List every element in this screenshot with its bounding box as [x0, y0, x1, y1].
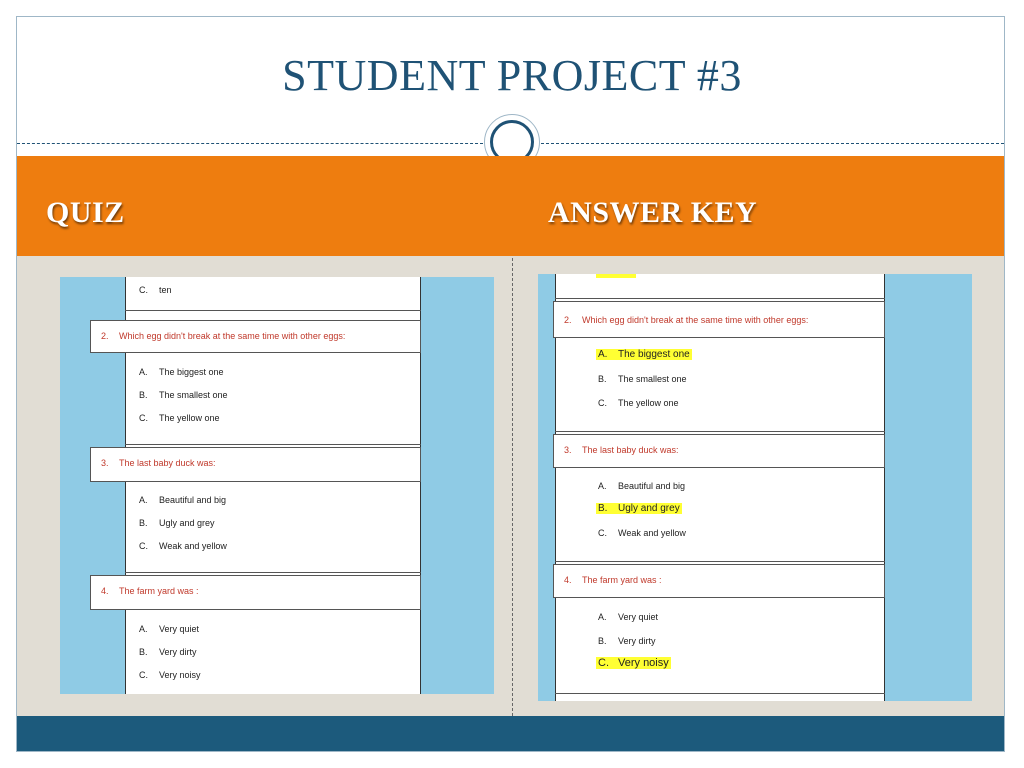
answer-option	[598, 526, 686, 540]
option-letter: C.	[598, 657, 609, 669]
option-text: Very quiet	[618, 612, 659, 622]
option-text: The yellow one	[159, 413, 220, 423]
answer-question-4	[553, 564, 885, 598]
option-letter: B.	[139, 390, 148, 400]
quiz-option	[139, 516, 215, 530]
answer-page-rule	[555, 431, 885, 432]
answer-option	[598, 372, 687, 386]
quiz-question-2	[90, 320, 421, 353]
cut-off-highlight	[596, 274, 636, 278]
option-text: Very quiet	[159, 624, 200, 634]
option-letter: C.	[598, 398, 607, 408]
quiz-option	[139, 365, 224, 379]
quiz-option	[139, 388, 228, 402]
quiz-question-4	[90, 575, 421, 610]
option-text: Very dirty	[159, 647, 197, 657]
question-number: 2.	[101, 331, 109, 341]
quiz-page-rule	[125, 444, 421, 445]
option-letter: B.	[598, 503, 608, 514]
answer-option-correct	[596, 502, 682, 516]
question-text: The farm yard was :	[582, 575, 662, 585]
option-text: ten	[159, 285, 172, 295]
option-text: The biggest one	[159, 367, 224, 377]
question-number: 2.	[564, 315, 572, 325]
option-text: Weak and yellow	[159, 541, 227, 551]
answer-question-2	[553, 301, 885, 338]
option-letter: A.	[139, 367, 148, 377]
option-text: The smallest one	[618, 374, 687, 384]
option-text: The yellow one	[618, 398, 679, 408]
quiz-question-3	[90, 447, 421, 482]
question-number: 3.	[101, 458, 109, 468]
option-letter: A.	[598, 612, 607, 622]
answer-question-3	[553, 434, 885, 468]
option-letter: A.	[139, 495, 148, 505]
quiz-top-option	[139, 283, 172, 297]
option-text: Beautiful and big	[618, 481, 686, 491]
question-number: 4.	[564, 575, 572, 585]
answer-option	[598, 634, 656, 648]
quiz-option	[139, 622, 199, 636]
option-text: Beautiful and big	[159, 495, 227, 505]
quiz-option	[139, 539, 227, 553]
option-text: Weak and yellow	[618, 528, 686, 538]
answer-option	[598, 396, 679, 410]
question-number: 3.	[564, 445, 572, 455]
option-letter: A.	[139, 624, 148, 634]
option-text: Very noisy	[159, 670, 201, 680]
option-text: Very dirty	[618, 636, 656, 646]
quiz-page-rule	[125, 572, 421, 573]
title-divider-left	[17, 143, 483, 144]
option-letter: A.	[598, 481, 607, 491]
footer-bar	[17, 716, 1004, 751]
quiz-heading: QUIZ	[46, 196, 125, 229]
option-text: The biggest one	[618, 349, 690, 360]
answer-option	[598, 479, 685, 493]
heading-band	[17, 156, 1004, 256]
option-letter: C.	[139, 413, 148, 423]
question-text: The farm yard was :	[119, 586, 199, 596]
quiz-option	[139, 668, 201, 682]
column-divider	[512, 258, 513, 716]
option-letter: B.	[139, 647, 148, 657]
option-text: Very noisy	[618, 657, 669, 669]
option-letter: A.	[598, 349, 608, 360]
quiz-option	[139, 493, 226, 507]
question-text: Which egg didn't break at the same time with other eggs:	[119, 331, 346, 341]
option-letter: C.	[598, 528, 607, 538]
answer-page-rule	[555, 561, 885, 562]
answer-option-correct	[596, 656, 671, 670]
answer-option-correct	[596, 348, 692, 362]
option-letter: C.	[139, 285, 148, 295]
question-text: Which egg didn't break at the same time with other eggs:	[582, 315, 809, 325]
quiz-option	[139, 645, 197, 659]
question-number: 4.	[101, 586, 109, 596]
question-text: The last baby duck was:	[119, 458, 216, 468]
quiz-screenshot	[60, 277, 494, 694]
option-letter: B.	[598, 374, 607, 384]
option-letter: C.	[139, 541, 148, 551]
answer-option	[598, 610, 658, 624]
slide-title: STUDENT PROJECT #3	[282, 51, 742, 100]
quiz-option	[139, 411, 220, 425]
option-letter: C.	[139, 670, 148, 680]
title-divider-right	[541, 143, 1004, 144]
quiz-page-rule	[125, 310, 421, 311]
option-text: Ugly and grey	[159, 518, 215, 528]
option-letter: B.	[598, 636, 607, 646]
option-letter: B.	[139, 518, 148, 528]
answer-page-rule	[555, 298, 885, 299]
option-text: Ugly and grey	[618, 503, 680, 514]
question-text: The last baby duck was:	[582, 445, 679, 455]
option-text: The smallest one	[159, 390, 228, 400]
answer-key-heading: ANSWER KEY	[548, 196, 758, 229]
answer-page-rule	[555, 693, 885, 694]
answer-key-screenshot	[538, 274, 972, 701]
